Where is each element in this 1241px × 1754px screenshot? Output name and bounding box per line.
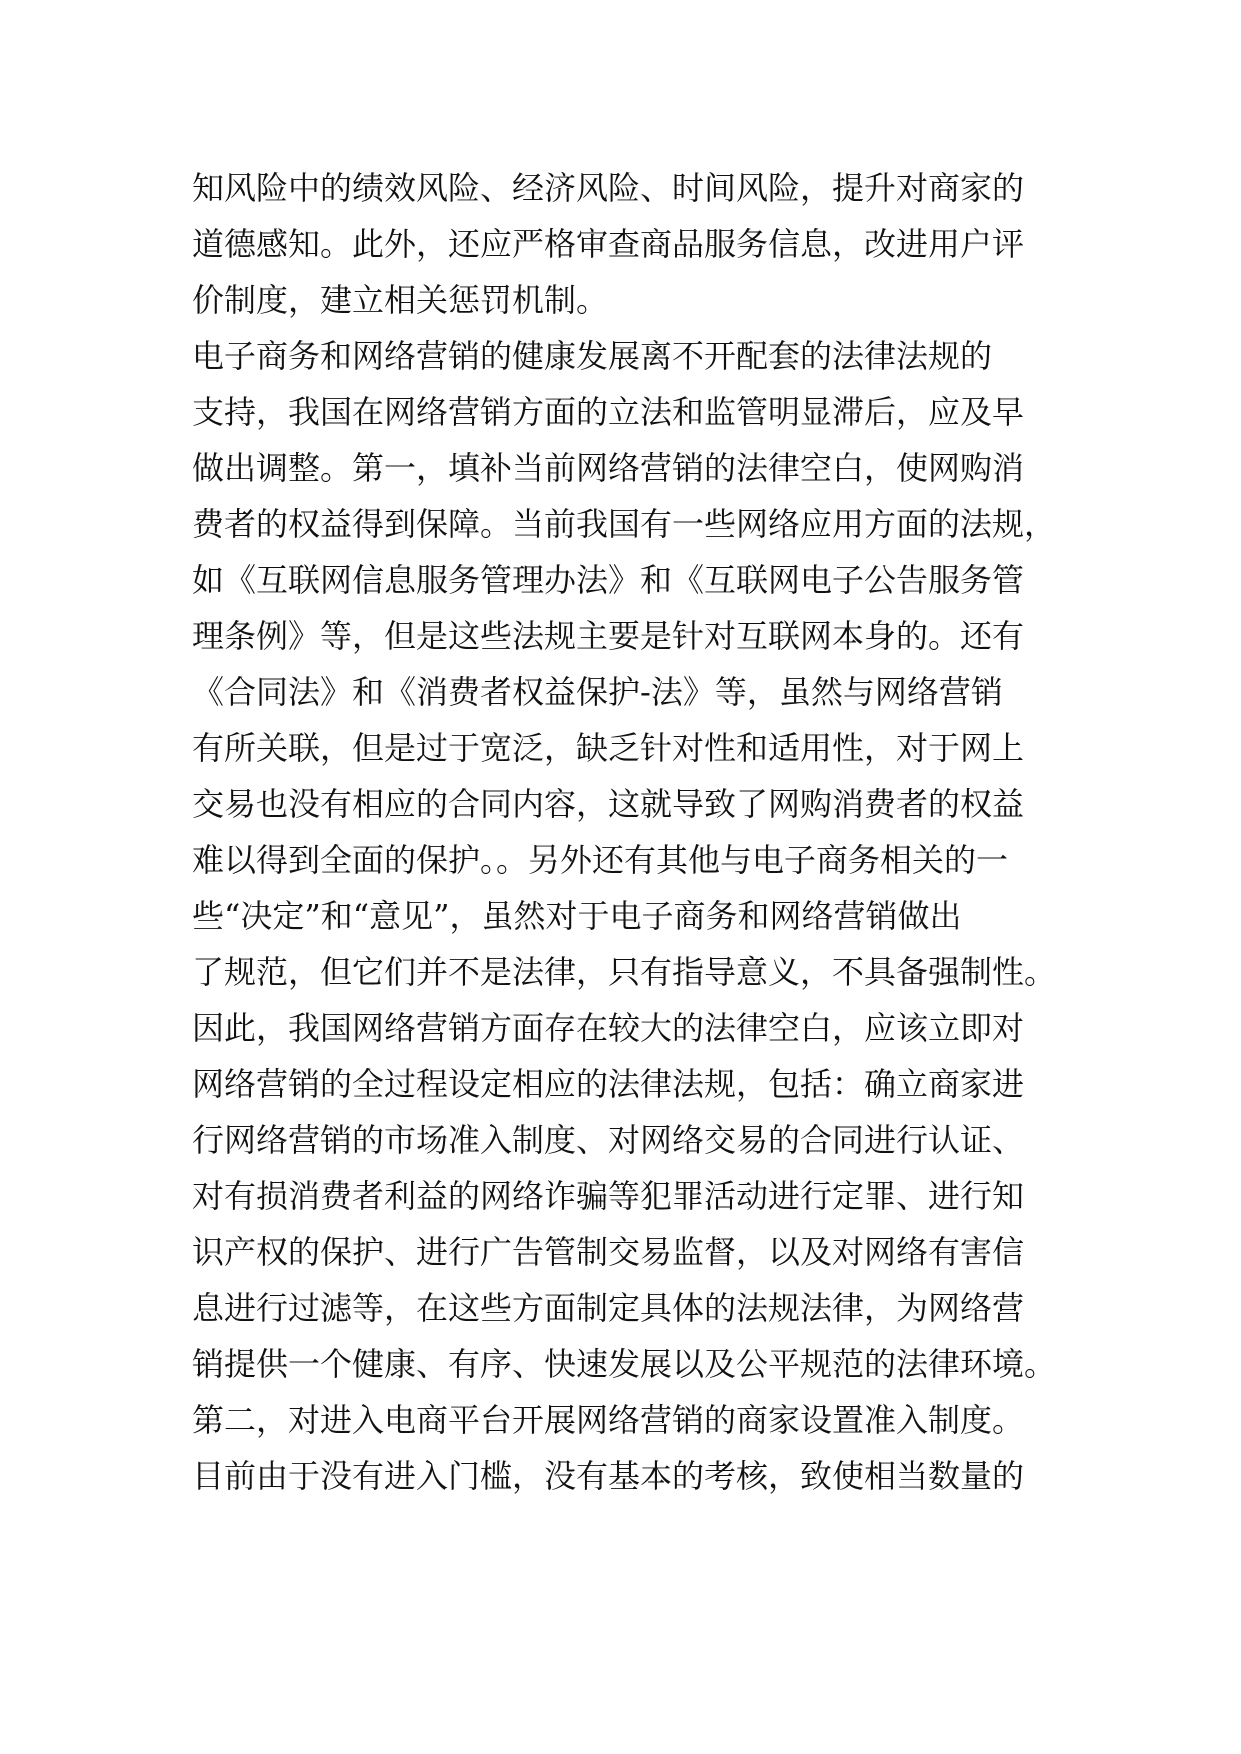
text-line: 电子商务和网络营销的健康发展离不开配套的法律法规的 [192,337,993,375]
text-line: 行网络营销的市场准入制度、对网络交易的合同进行认证、 [192,1121,1025,1159]
text-line: 息进行过滤等，在这些方面制定具体的法规法律，为网络营 [192,1289,1025,1327]
text-line: 如《互联网信息服务管理办法》和《互联网电子公告服务管 [192,561,1025,599]
text-line: 道德感知。此外，还应严格审查商品服务信息，改进用户评 [192,225,1025,263]
body-text [192,160,1072,1504]
text-line: 支持，我国在网络营销方面的立法和监管明显滞后，应及早 [192,393,1025,431]
text-line: 了规范，但它们并不是法律，只有指导意义，不具备强制性。 [192,953,1057,991]
text-line: 些“决定”和“意见”，虽然对于电子商务和网络营销做出 [192,897,962,935]
text-line: 知风险中的绩效风险、经济风险、时间风险，提升对商家的 [192,169,1025,207]
text-line: 做出调整。第一，填补当前网络营销的法律空白，使网购消 [192,449,1025,487]
text-line: 第二，对进入电商平台开展网络营销的商家设置准入制度。 [192,1401,1025,1439]
text-line: 目前由于没有进入门槛，没有基本的考核，致使相当数量的 [192,1457,1025,1495]
text-line: 难以得到全面的保护。。另外还有其他与电子商务相关的一 [192,841,1009,879]
text-line: 销提供一个健康、有序、快速发展以及公平规范的法律环境。 [192,1345,1057,1383]
text-line: 对有损消费者利益的网络诈骗等犯罪活动进行定罪、进行知 [192,1177,1025,1215]
text-line: 网络营销的全过程设定相应的法律法规，包括：确立商家进 [192,1065,1025,1103]
text-line: 交易也没有相应的合同内容，这就导致了网购消费者的权益 [192,785,1025,823]
text-line: 识产权的保护、进行广告管制交易监督，以及对网络有害信 [192,1233,1025,1271]
text-line: 因此，我国网络营销方面存在较大的法律空白，应该立即对 [192,1009,1025,1047]
text-line: 理条例》等，但是这些法规主要是针对互联网本身的。还有 [192,617,1025,655]
text-line: 有所关联，但是过于宽泛，缺乏针对性和适用性，对于网上 [192,729,1025,767]
text-line: 价制度，建立相关惩罚机制。 [192,281,609,319]
text-line: 《合同法》和《消费者权益保护-法》等，虽然与网络营销 [192,673,1003,711]
text-line: 费者的权益得到保障。当前我国有一些网络应用方面的法规， [192,505,1057,543]
